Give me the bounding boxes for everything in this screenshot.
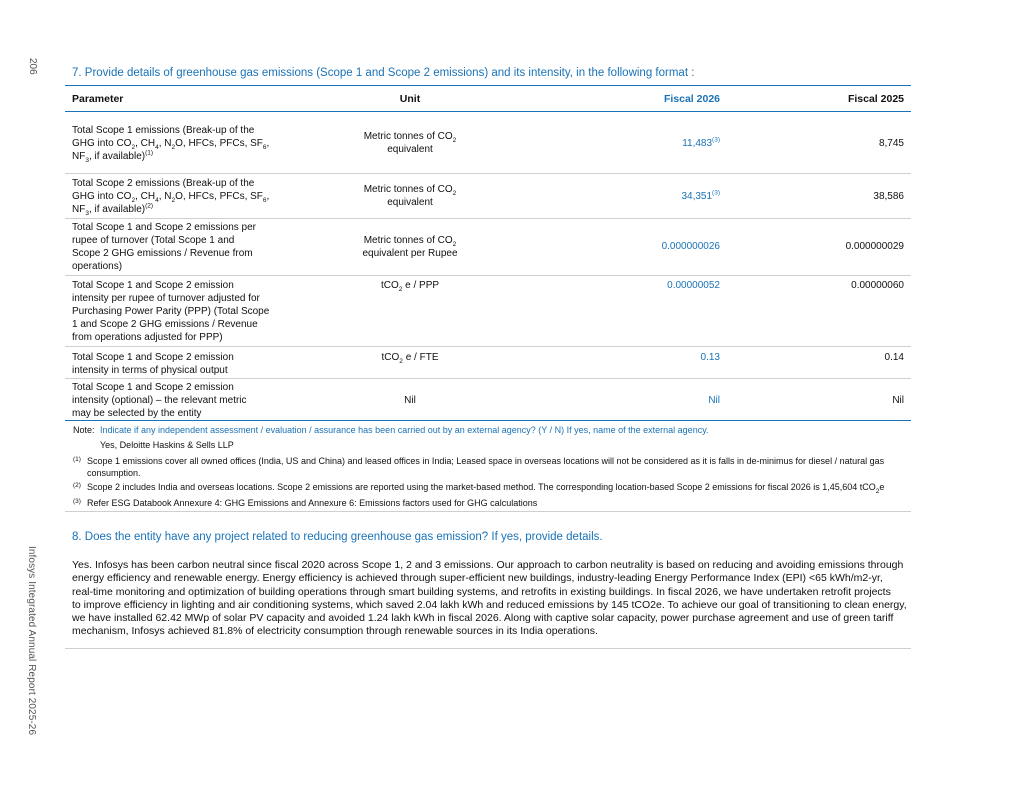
row-divider [65,218,911,219]
table-top-rule [65,85,911,86]
table-row-intensity-ppp-parameter: Total Scope 1 and Scope 2 emission intensity per rupee of turnover adjusted for Purchasing Power Parity (PPP) (Total Scope 1 and Scope 2 GHG emissions / Revenue from operations adjusted for PPP) [72,280,270,343]
row-divider [65,346,911,347]
table-row-scope2-fy2026: 34,351$^{(3)}$ [681,189,720,202]
header-parameter: Parameter [72,93,124,105]
table-row-intensity-ppp-unit: tCO$_2$ e / PPP [380,280,440,293]
table-row-scope2-parameter: Total Scope 2 emissions (Break-up of the GHG into $CO_2$, $CH_4$, $N_2O$, HFCs, PFCs, $SF_6$, $NF_3$, if available)$^{(2)}$ [72,178,270,217]
table-row-scope2-fy2025: 38,586 [873,191,904,202]
header-unit: Unit [399,93,421,105]
table-row-intensity-ppp-fy2025: 0.00000060 [851,280,904,291]
page-number: 206 [27,58,38,75]
table-row-scope1-fy2026: 11,483$^{(3)}$ [682,136,720,149]
table-row-intensity-optional-fy2026: Nil [708,395,720,406]
question-8-heading: 8. Does the entity have any project related to reducing greenhouse gas emission? If yes, provide details. [72,531,603,543]
section-divider [65,511,911,512]
table-row-scope1-fy2025: 8,745 [878,138,904,149]
footnote-text: Refer ESG Databook Annexure 4: GHG Emissions and Annexure 6: Emissions factors used for GHG calculations [87,498,538,508]
header-fiscal-2025: Fiscal 2025 [847,93,904,105]
header-bottom-rule [65,111,911,112]
table-row-scope1-parameter: Total Scope 1 emissions (Break-up of the GHG into $CO_2$, $CH_4$, $N_2O$, HFCs, PFCs, $SF_6$, $NF_3$, if available)$^{(1)}$ [72,125,270,164]
footnote-text: Scope 2 includes India and overseas locations. Scope 2 emissions are reported using the market-based method. The corresponding location-based Scope 2 emissions for fiscal 2026 is 1,45,604 tCO$_2$e [87,482,885,495]
table-row-intensity-output-unit: tCO$_2$ e / FTE [381,352,439,365]
row-divider [65,275,911,276]
section-bottom-divider [65,648,911,649]
table-row-intensity-output-fy2025: 0.14 [884,352,904,363]
table-row-intensity-turnover-unit: Metric tonnes of $CO_2$ equivalent per Rupee [362,235,458,259]
table-row-intensity-ppp-fy2026: 0.00000052 [667,280,720,291]
note-label: Note: [73,425,95,435]
table-bottom-rule [65,420,911,421]
footnote-marker: (1) [73,456,81,463]
table-row-intensity-output-parameter: Total Scope 1 and Scope 2 emission intensity in terms of physical output [72,352,234,376]
table-row-intensity-turnover-parameter: Total Scope 1 and Scope 2 emissions per rupee of turnover (Total Scope 1 and Scope 2 GHG emissions / Revenue from operations) [72,222,256,272]
table-row-scope2-unit: Metric tonnes of $CO_2$ equivalent [363,184,457,208]
footnote-marker: (3) [73,498,81,505]
table-row-scope1-unit: Metric tonnes of $CO_2$ equivalent [363,131,457,155]
row-divider [65,378,911,379]
footnote-marker: (2) [73,482,81,489]
table-row-intensity-turnover-fy2026: 0.000000026 [661,241,720,252]
header-fiscal-2026: Fiscal 2026 [663,93,720,105]
table-row-intensity-optional-fy2025: Nil [892,395,904,406]
report-side-title: Infosys Integrated Annual Report 2025-26 [26,546,37,736]
note-answer: Yes, Deloitte Haskins & Sells LLP [100,440,234,450]
table-row-intensity-turnover-fy2025: 0.000000029 [845,241,904,252]
table-row-intensity-optional-parameter: Total Scope 1 and Scope 2 emission intensity (optional) – the relevant metric may be selected by the entity [72,382,247,419]
table-row-intensity-output-fy2026: 0.13 [700,352,720,363]
table-row-intensity-optional-unit: Nil [404,395,416,406]
note-question: Indicate if any independent assessment / evaluation / assurance has been carried out by an external agency? (Y / N) If yes, name of the external agency. [100,425,709,435]
question-7-heading: 7. Provide details of greenhouse gas emissions (Scope 1 and Scope 2 emissions) and its intensity, in the following format : [72,67,695,79]
row-divider [65,173,911,174]
footnote-text: Scope 1 emissions cover all owned offices (India, US and China) and leased offices in India; Leased space in overseas locations will not be considered as it is falls in de-minimus for diesel / natural gas consumption. [87,456,885,478]
question-8-answer: Yes. Infosys has been carbon neutral since fiscal 2020 across Scope 1, 2 and 3 emissions. Our approach to carbon neutrality is based on reducing and avoiding emissions through energy efficiency and renewable energy. Energy efficiency is achieved through super-efficient new buildings, industry-leading Energy Performance Index (EPI) <65 kWh/m2-yr, real-time monitoring and optimization of building operations through smart building systems, and retrofits in existing buildings. In fiscal 2026, we have undertaken retrofit projects to improve efficiency in lighting and air conditioning systems, which saved 2.04 lakh kWh and reduced emissions by 145 tCO2e. To achieve our goal of transitioning to clean energy, we have installed 62.42 MWp of solar PV capacity and avoided 1.24 lakh kWh in fiscal 2026. Along with captive solar capacity, power purchase agreement and use of green tariff mechanism, Infosys achieved 81.8% of electricity consumption through renewable sources in its India operations. [72,559,907,638]
